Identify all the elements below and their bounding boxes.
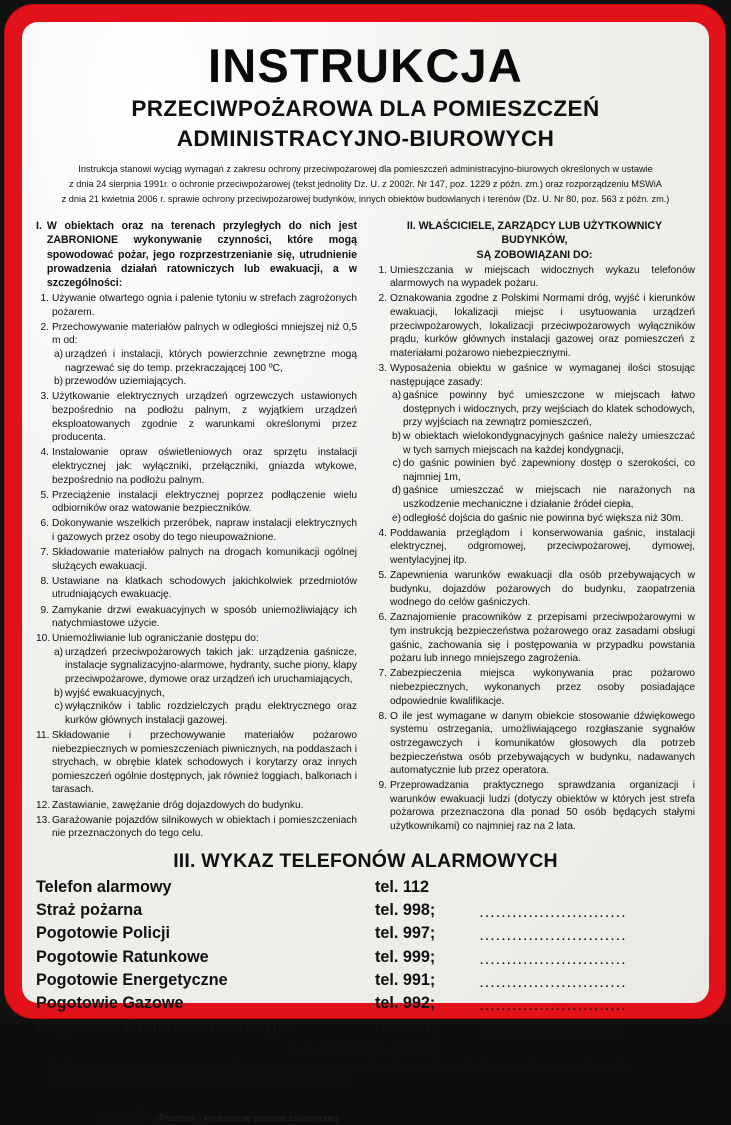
table-row xyxy=(36,876,695,899)
sub-list-item-marker: c) xyxy=(392,458,401,470)
section-2-heading xyxy=(374,219,695,262)
list-item-marker: 7. xyxy=(40,547,49,559)
sub-list-item-text: wyłączników i tablic rozdzielczych prądu elektrycznego oraz kurków głównych instalacji gazowej. xyxy=(65,701,357,726)
table-row xyxy=(36,899,695,922)
list-item-text: Oznakowania zgodne z Polskimi Normami dróg, wyjść i kierunków ewakuacji, lokalizacji miejsc i usytuowania urządzeń przeciwpożarowych, lokalizacji przeciwpożarowych wyłączników prądu, kurków głównych instalacji gazowej oraz pomieszczeń z materiałami pożarowo niebezpiecznymi. xyxy=(390,293,695,359)
phone-service-name: Straż pożarna xyxy=(36,901,143,920)
list-item-marker: 6. xyxy=(40,518,49,530)
list-item-marker: 3. xyxy=(378,362,387,374)
phone-write-in-blank[interactable]: ........................... xyxy=(480,1000,628,1013)
section-2-column xyxy=(374,219,695,834)
sub-list-item-text: do gaśnic powinien być zapewniony dostęp o szerokości, co najmniej 1m, xyxy=(403,458,695,483)
list-item-text: Zapewnienia warunków ewakuacji dla osób przebywających w budynku, dojazdów pożarowych do budynku, zaopatrzenia wodnego do celów gaśniczych. xyxy=(390,570,695,609)
list-item-marker: 3. xyxy=(40,391,49,403)
list-item-text: Używanie otwartego ognia i palenie tytoniu w strefach zagrożonych pożarem. xyxy=(52,293,357,318)
sub-list-item xyxy=(390,430,695,457)
list-item xyxy=(36,321,357,348)
phone-write-in-blank[interactable]: ........................... xyxy=(480,954,628,967)
list-item-marker: 13. xyxy=(36,814,51,826)
section-2-heading-text-1: WŁAŚCICIELE, ZARZĄDCY LUB UŻYTKOWNICY BUDYNKÓW, xyxy=(418,220,663,247)
phone-number: tel. 994; xyxy=(375,1017,436,1036)
phone-service-name: Pogotowie Wodno - kanalizacyjne xyxy=(36,1017,296,1036)
list-item xyxy=(36,446,357,487)
list-item-marker: 4. xyxy=(40,447,49,459)
list-item-text: Zabezpieczenia miejsca wykonywania prac pożarowo niebezpiecznych, wykonanych przez osoby posiadające odpowiednie kwalifikacje. xyxy=(390,668,695,707)
poster-sheet xyxy=(22,22,709,1125)
phone-write-in-blank[interactable]: ........................... xyxy=(480,908,628,921)
list-item xyxy=(36,604,357,631)
list-item-text: Przechowywanie materiałów palnych w odległości mniejszej niż 0,5 m od: xyxy=(52,321,357,347)
section-2-number: II. xyxy=(406,220,416,233)
list-item-text: Użytkowanie elektrycznych urządzeń ogrzewczych ustawionych bezpośrednio na podłożu palnym, z wyjątkiem urządzeń eksploatowanych zgodnie z warunkami określonymi przez producenta. xyxy=(52,391,357,444)
list-item-marker: 7. xyxy=(378,668,387,680)
section-1-heading xyxy=(36,219,357,290)
list-item xyxy=(374,362,695,389)
sub-list xyxy=(390,389,695,525)
phone-service-name: Pogotowie Ratunkowe xyxy=(36,947,209,966)
list-item-text: Dokonywanie wszelkich przeróbek, napraw instalacji elektrycznych i gazowych przez osoby do tego nieupoważnione. xyxy=(52,518,357,543)
sub-list-item-marker: a) xyxy=(53,349,63,361)
sub-list-item xyxy=(52,646,357,687)
list-item xyxy=(374,264,695,291)
list-item-text: Wyposażenia obiektu w gaśnice w wymaganej ilości stosując następujące zasady: xyxy=(390,362,695,388)
list-item-text: Zastawianie, zawężanie dróg dojazdowych do budynku. xyxy=(52,799,304,811)
list-item-marker: 10. xyxy=(36,633,51,645)
section-4-line: zarządcę, użytkownika obiektu lub kodeksu karnego i kodeksu wykroczeń. xyxy=(50,1074,349,1085)
brand-name xyxy=(100,1109,147,1125)
subtitle-line-2: ADMINISTRACYJNO-BIUROWYCH xyxy=(176,125,555,151)
sub-list-item-marker: d) xyxy=(391,485,401,497)
section-2-heading-line-1 xyxy=(374,219,695,247)
table-row xyxy=(36,969,695,992)
sub-list-item-marker: a) xyxy=(53,646,63,658)
list-item-text: Umieszczania w miejscach widocznych wykazu telefonów alarmowych na wypadek pożaru. xyxy=(390,264,695,290)
phone-number: tel. 999; xyxy=(375,947,436,966)
sub-list-item-text: wyjść ewakuacyjnych, xyxy=(65,687,165,699)
content-columns xyxy=(36,219,695,841)
list-item-text: Garażowanie pojazdów silnikowych w obiektach i pomieszczeniach nie przeznaczonych do tego celu. xyxy=(52,814,357,840)
phone-number: tel. 112 xyxy=(375,877,429,896)
list-item xyxy=(36,292,357,319)
sub-list-item xyxy=(52,700,357,727)
list-item-marker: 8. xyxy=(40,575,49,587)
intro-line: z dnia 21 kwietnia 2006 r. sprawie ochrony przeciwpożarowej budynków, innych obiektów budowlanych i terenów (Dz. U. Nr 80, poz. 563 z późn. zm.) xyxy=(61,194,670,205)
section-4-body xyxy=(50,1060,681,1086)
list-item xyxy=(36,729,357,797)
list-item xyxy=(36,632,357,646)
table-row xyxy=(36,992,695,1015)
phone-write-in-blank[interactable] xyxy=(480,876,695,899)
list-item xyxy=(374,667,695,708)
section-1-heading-text: W obiektach oraz na terenach przyległych do nich jest ZABRONIONE wykonywanie czynności, które mogą spowodować pożar, jego rozprzestrzenianie się, utrudnienie prowadzenia działań ratowniczych lub ewakuacji, a w szczególności: xyxy=(46,220,357,289)
sub-list-item-text: odległość dojścia do gaśnic nie powinna być większa niż 30m. xyxy=(403,512,684,524)
section-2-heading-line-2: SĄ ZOBOWIĄZANI DO: xyxy=(476,248,593,261)
sub-list-item-marker: b) xyxy=(391,431,401,443)
list-item xyxy=(36,575,357,602)
sub-list-item-text: urządzeń i instalacji, których powierzchnie zewnętrzne mogą nagrzewać się do temp. przekraczającej 100 ºC, xyxy=(65,349,357,374)
sub-list-item-text: urządzeń przeciwpożarowych takich jak: urządzenia gaśnicze, instalacje sygnalizacyjno-alarmowe, hydranty, suche piony, klapy przeciwpożarowe, dymowe oraz urządzeń ich uruchamiających, xyxy=(65,646,357,686)
phone-number: tel. 997; xyxy=(375,924,436,943)
list-item xyxy=(36,517,357,544)
section-1-list xyxy=(36,292,357,841)
phone-service-name: Telefon alarmowy xyxy=(36,877,172,896)
list-item-text: Przeprowadzania praktycznego sprawdzania organizacji i warunków ewakuacji ludzi (dotyczy obiektów w których jest strefa pożarowa przeznaczona dla ponad 50 osób będących stałymi użytkownikami) co najmniej raz na 2 lata. xyxy=(390,780,695,833)
sub-list-item xyxy=(390,457,695,484)
sub-list-item-marker: b) xyxy=(53,376,63,388)
sub-list-item xyxy=(52,687,357,701)
phone-number: tel. 992; xyxy=(375,993,436,1012)
intro-paragraph xyxy=(54,162,677,207)
sub-list-wrapper xyxy=(36,646,357,728)
list-item-text: Uniemożliwianie lub ograniczanie dostępu do: xyxy=(52,633,259,645)
emergency-phone-table xyxy=(36,876,695,1038)
section-1-column xyxy=(36,219,357,841)
phone-write-in-blank[interactable]: ........................... xyxy=(480,931,628,944)
copyright-note: (Przedruk i kopiowanie prawnie zabronione) xyxy=(155,1112,339,1124)
list-item xyxy=(36,390,357,444)
list-item xyxy=(374,527,695,568)
list-item xyxy=(374,611,695,665)
sub-list-item xyxy=(52,375,357,389)
list-item xyxy=(36,546,357,573)
intro-line: z dnia 24 sierpnia 1991r. o ochronie przeciwpożarowej (tekst jednolity Dz. U. z 2002r. Nr 147, poz. 1229 z późn. zm.) oraz rozporządzeniu MSWiA xyxy=(69,179,662,190)
list-item xyxy=(36,814,357,841)
table-row xyxy=(36,922,695,945)
phone-number: tel. 991; xyxy=(375,970,436,989)
list-item-text: Przeciążenie instalacji elektrycznej poprzez podłączenie wielu odbiorników oraz watowanie bezpieczników. xyxy=(52,489,357,515)
list-item-text: Składowanie materiałów palnych na drogach komunikacji ogólnej służących ewakuacji. xyxy=(52,547,357,572)
sub-list-wrapper xyxy=(374,389,695,525)
list-item-marker: 9. xyxy=(40,604,49,616)
phone-service-name: Pogotowie Policji xyxy=(36,924,171,943)
list-item-marker: 1. xyxy=(40,293,49,305)
list-item xyxy=(36,799,357,813)
sub-list-item-text: w obiektach wielokondygnacyjnych gaśnice należy umieszczać w tych samych miejscach na każdej kondygnacji, xyxy=(403,431,695,456)
list-item-text: Składowanie i przechowywanie materiałów pożarowo niebezpiecznych w pomieszczeniach piwnicznych, na poddaszach i strychach, w obrębie klatek schodowych i korytarzy oraz innych pomieszczeń ogólnie dostępnych, jak również loggiach, balkonach i tarasach. xyxy=(52,729,357,796)
list-item-marker: 6. xyxy=(378,612,387,624)
sub-list-item xyxy=(390,484,695,511)
list-item-text: Instalowanie opraw oświetleniowych oraz sprzętu instalacji elektrycznej jak: wyłączniki, przełączniki, gniazda wtykowe, bezpośrednio na podłożu palnym. xyxy=(52,447,357,486)
list-item xyxy=(374,779,695,833)
section-1-number: I. xyxy=(36,220,42,233)
sub-list-item-text: gaśnice powinny być umieszczone w miejscach łatwo dostępnych i widocznych, przy wejściach do klatek schodowych, przy wyjściach na zewnątrz pomieszczeń, xyxy=(403,390,695,429)
list-item xyxy=(374,292,695,360)
sub-list xyxy=(52,348,357,389)
list-item-marker: 1. xyxy=(378,264,387,276)
sub-list-item-text: przewodów uziemiających. xyxy=(65,376,187,388)
list-item-marker: 2. xyxy=(378,293,387,305)
footer xyxy=(100,1109,695,1125)
brand-text: ANRO xyxy=(100,1109,141,1125)
list-item-text: Poddawania przeglądom i konserwowania gaśnic, instalacji elektrycznej, odgromowej, przeciwpożarowej, dymowej, wentylacyjnej itp. xyxy=(390,527,695,567)
sub-list-item xyxy=(390,512,695,526)
section-4-line: Osoby nie przestrzegające postanowień instrukcji i przepisów przeciwpożarowych podlegają sankcjom służbowym ustalonym przez właściciela, xyxy=(50,1061,627,1072)
list-item-marker: 4. xyxy=(378,527,387,539)
list-item-text: Ustawiane na klatkach schodowych jakichkolwiek przedmiotów utrudniających ewakuację. xyxy=(52,575,357,601)
section-4-heading: IV. POSTANOWIENIA KOŃCOWE xyxy=(290,1046,441,1058)
sub-list-wrapper xyxy=(36,348,357,389)
list-item-text: Zaznajomienie pracowników z przepisami przeciwpożarowymi w tym instrukcją bezpieczeństwa pożarowego oraz zasadami obsługi gaśnic, zachowania się i postępowania w przypadku powstania pożaru lub innego mniejszego zagrożenia. xyxy=(390,612,695,665)
phone-write-in-blank[interactable]: ........................... xyxy=(480,977,628,990)
registered-mark-icon: ® xyxy=(140,1108,147,1118)
list-item-marker: 9. xyxy=(378,780,387,792)
list-item-marker: 5. xyxy=(378,570,387,582)
list-item xyxy=(374,569,695,610)
phone-number: tel. 998; xyxy=(375,901,436,920)
sub-list xyxy=(52,646,357,728)
sub-list-item-marker: e) xyxy=(391,512,401,524)
intro-line: Instrukcja stanowi wyciąg wymagań z zakresu ochrony przeciwpożarowej dla pomieszczeń administracyjno-biurowych określonych w ustawie xyxy=(78,164,653,175)
phone-service-name: Pogotowie Gazowe xyxy=(36,993,184,1012)
list-item-marker: 5. xyxy=(40,489,49,501)
list-item-marker: 11. xyxy=(36,729,50,741)
list-item xyxy=(36,489,357,516)
red-border-frame xyxy=(4,4,726,1125)
section-2-list xyxy=(374,264,695,834)
page-title: INSTRUKCJA xyxy=(208,39,523,92)
sub-list-item-text: gaśnice umieszczać w miejscach nie narażonych na uszkodzenie mechaniczne i działanie źródeł ciepła, xyxy=(403,485,695,511)
subtitle-line-1: PRZECIWPOŻAROWA DLA POMIESZCZEŃ xyxy=(131,95,600,121)
list-item-text: Zamykanie drzwi ewakuacyjnych w sposób uniemożliwiający ich natychmiastowe użycie. xyxy=(52,604,357,630)
list-item-marker: 2. xyxy=(40,321,49,333)
phone-service-name: Pogotowie Energetyczne xyxy=(36,970,228,989)
list-item xyxy=(374,710,695,778)
list-item-marker: 12. xyxy=(36,799,51,811)
sub-list-item-marker: a) xyxy=(391,390,401,402)
section-3-heading: III. WYKAZ TELEFONÓW ALARMOWYCH xyxy=(173,849,558,872)
phone-write-in-blank[interactable]: ........................... xyxy=(480,1024,628,1037)
sub-list-item-marker: b) xyxy=(53,687,63,699)
table-row xyxy=(36,945,695,968)
list-item-marker: 8. xyxy=(378,710,387,722)
list-item-text: O ile jest wymagane w danym obiekcie stosowanie dźwiękowego systemu ostrzegania, umożliwiającego rozgłaszanie sygnałów ostrzegawczych i komunikatów głosowych dla potrzeb bezpieczeństwa osób przebywających w budynku, nadawanych automatycznie lub przez operatora. xyxy=(390,710,695,777)
sub-list-item xyxy=(52,348,357,375)
table-row xyxy=(36,1015,695,1038)
sub-list-item-marker: c) xyxy=(54,701,63,713)
sub-list-item xyxy=(390,389,695,430)
